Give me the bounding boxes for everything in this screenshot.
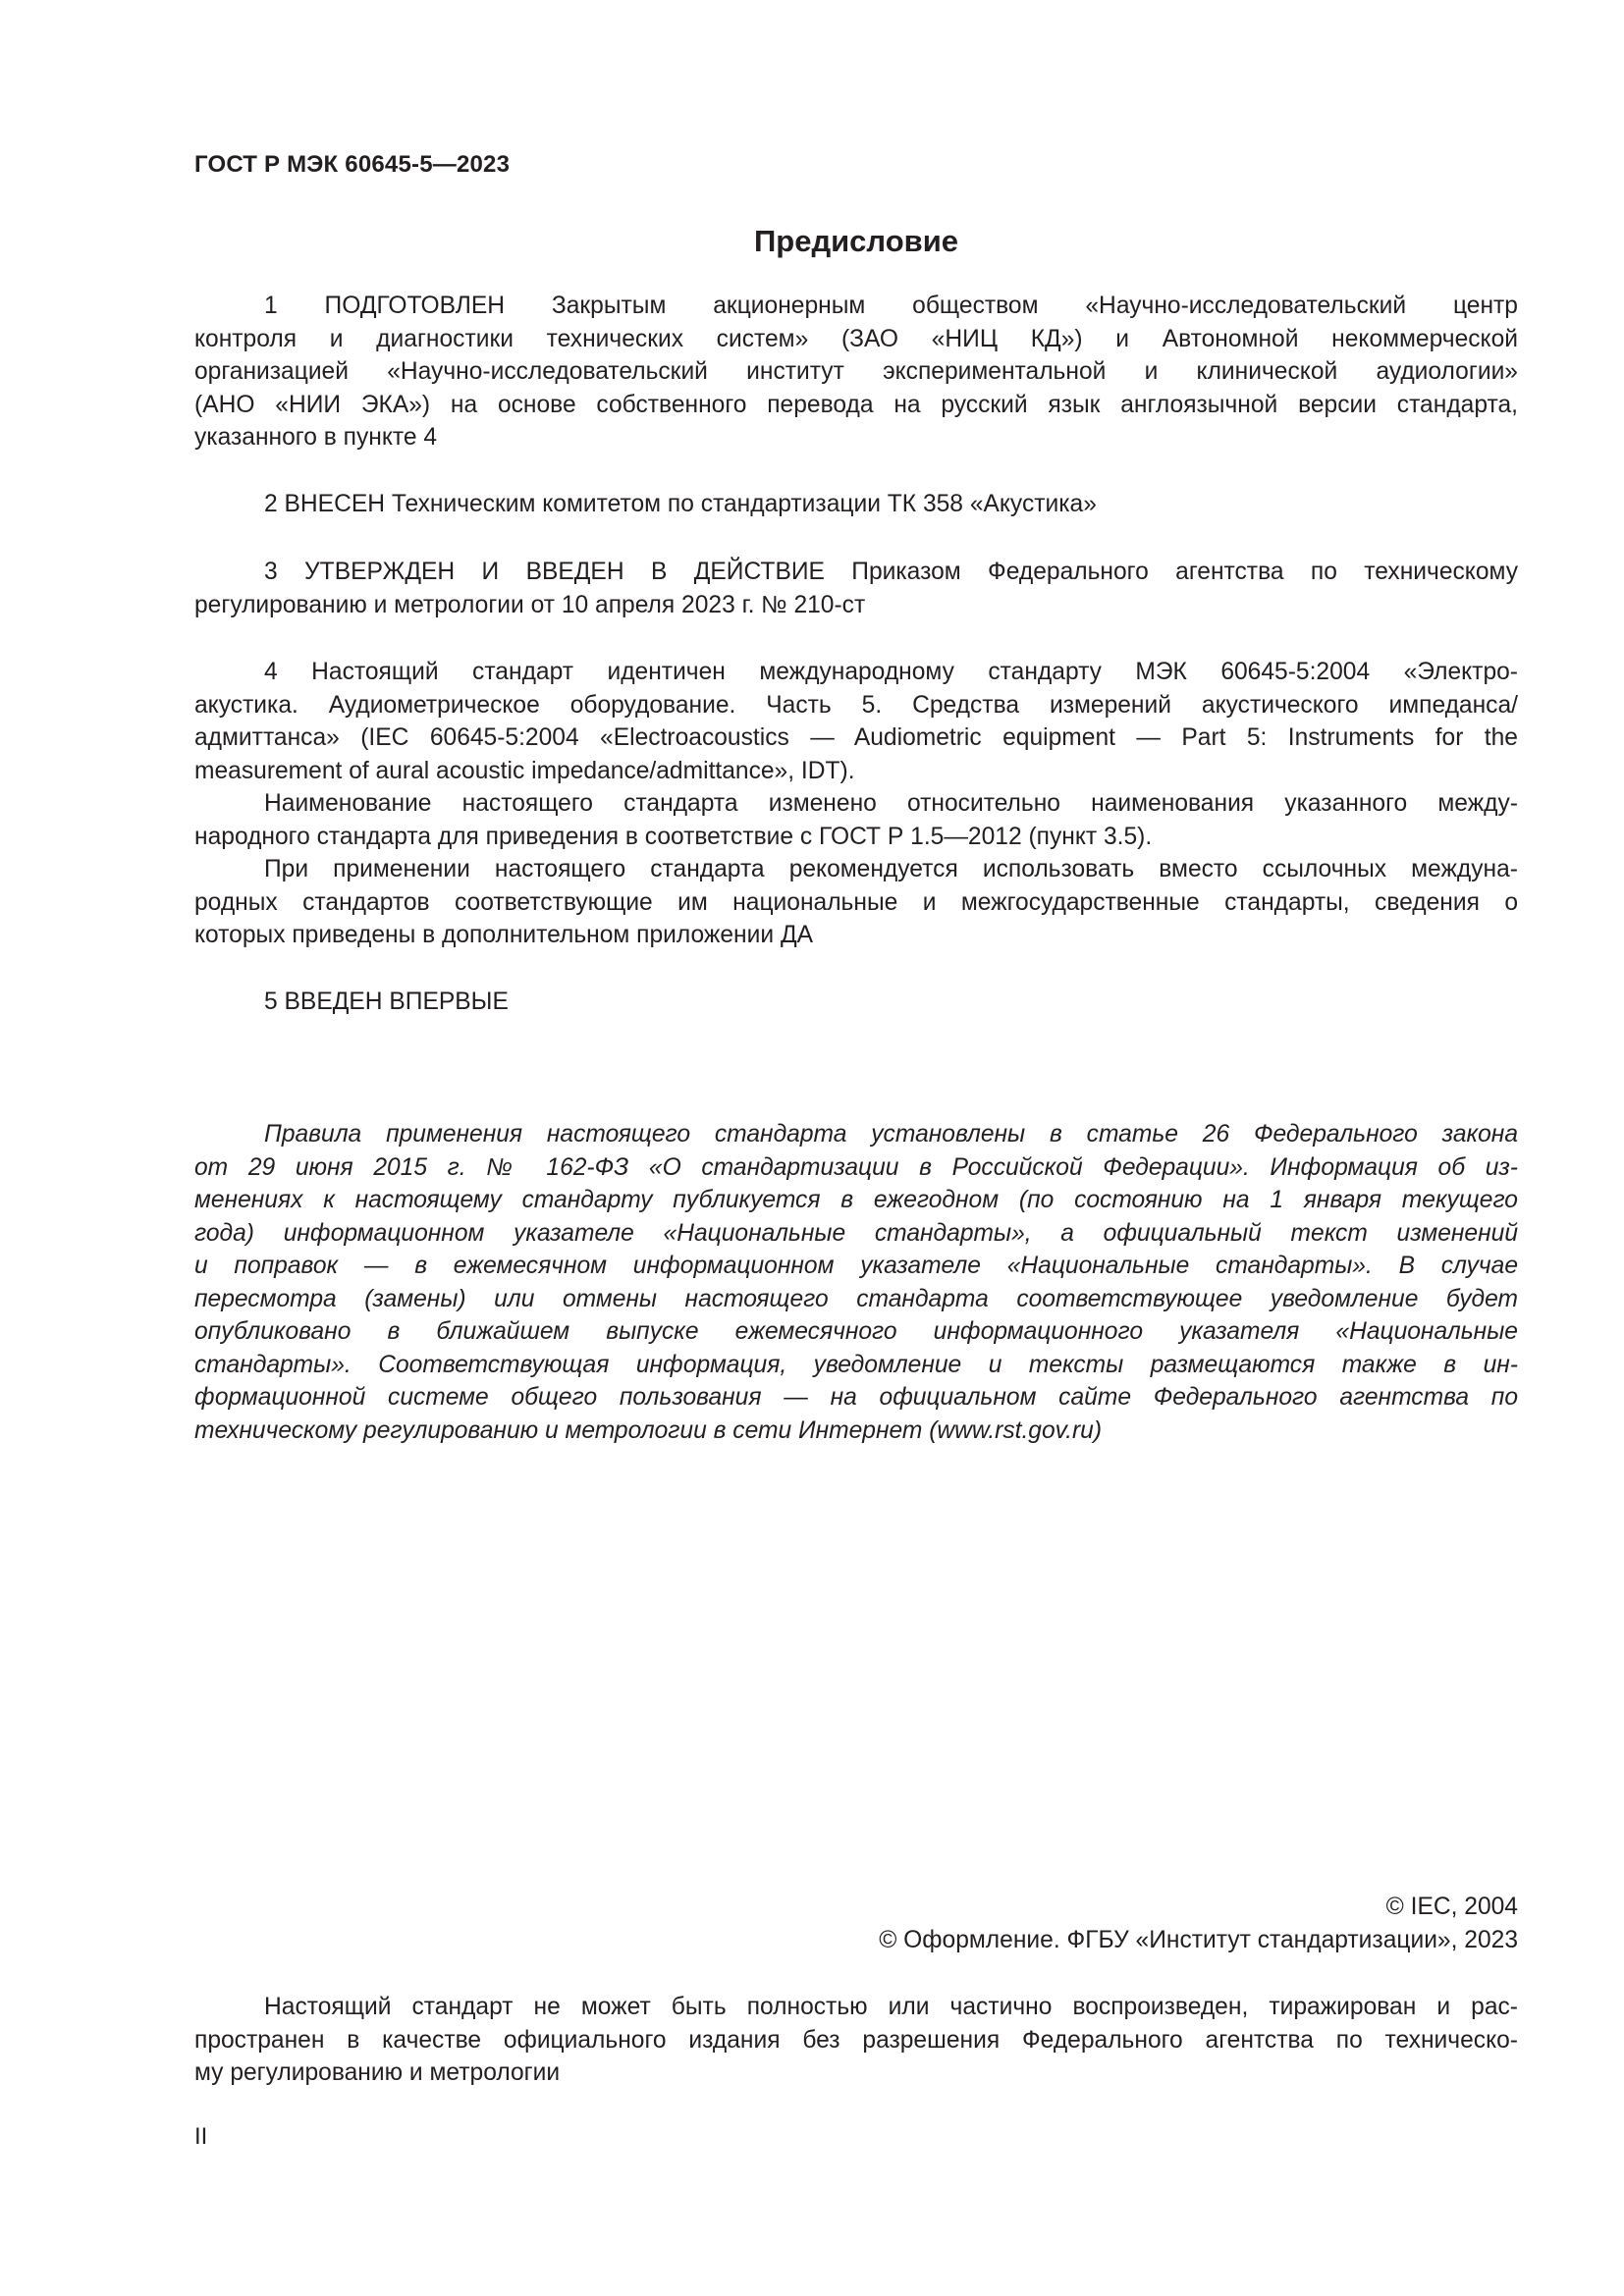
text-line: менениях к настоящему стандарту публикуется в ежегодном (по состоянию на 1 января текущего: [194, 1187, 1518, 1213]
copyright-block: [194, 1891, 1518, 1956]
text-line: контроля и диагностики технических систем» (ЗАО «НИЦ КД») и Автономной некоммерческой: [194, 325, 1518, 352]
rules-notice: [194, 1118, 1518, 1447]
text-line: Настоящий стандарт не может быть полностью или частично воспроизведен, тиражирован и рас-: [264, 1994, 1518, 2020]
text-line: и поправок — в ежемесячном информационном указателе «Национальные стандарты». В случае: [194, 1253, 1518, 1279]
text-line: техническому регулированию и метрологии в сети Интернет (www.rst.gov.ru): [194, 1416, 1103, 1444]
text-line: от 29 июня 2015 г. № 162-ФЗ «О стандартизации в Российской Федерации». Информация об из-: [194, 1153, 1518, 1181]
text-line: 2 ВНЕСЕН Техническим комитетом по стандартизации ТК 358 «Акустика»: [264, 491, 1097, 517]
text-line: регулированию и метрологии от 10 апреля 2023 г. № 210-ст: [194, 591, 866, 618]
paragraph-introduced: [194, 488, 1518, 521]
text-line: пространен в качестве официального издания без разрешения Федерального агентства по техническо-: [194, 2026, 1518, 2054]
text-line: года) информационном указателе «Национальные стандарты», а официальный текст изменений: [194, 1219, 1518, 1247]
text-line: формационной системе общего пользования — на официальном сайте Федерального агентства по: [194, 1384, 1518, 1411]
text-line: Правила применения настоящего стандарта установлены в статье 26 Федерального закона: [264, 1121, 1518, 1148]
text-line: 5 ВВЕДЕН ВПЕРВЫЕ: [264, 988, 509, 1015]
paragraph-prepared: [194, 290, 1518, 454]
copyright-design: © Оформление. ФГБУ «Институт стандартизации», 2023: [879, 1926, 1518, 1953]
text-line: му регулированию и метрологии: [194, 2059, 561, 2086]
text-line: пересмотра (замены) или отмены настоящего стандарта соответствующее уведомление будет: [194, 1285, 1518, 1312]
text-line: народного стандарта для приведения в соответствие с ГОСТ Р 1.5—2012 (пункт 3.5).: [194, 823, 1153, 850]
reproduction-notice: [194, 1991, 1518, 2090]
text-line: опубликовано в ближайшем выпуске ежемесячного информационного указателя «Национальные: [194, 1318, 1518, 1345]
document-code: ГОСТ Р МЭК 60645-5—2023: [194, 151, 511, 178]
text-line: которых приведены в дополнительном приложении ДА: [194, 922, 814, 948]
text-line: стандарты». Соответствующая информация, уведомление и тексты размещаются также в ин-: [194, 1351, 1518, 1378]
text-line: measurement of aural acoustic impedance/admittance», IDT).: [194, 757, 855, 784]
text-line: 4 Настоящий стандарт идентичен международному стандарту МЭК 60645-5:2004 «Электро-: [264, 659, 1518, 685]
paragraph-approved: [194, 556, 1518, 621]
text-line: (АНО «НИИ ЭКА») на основе собственного перевода на русский язык англоязычной версии стандарта,: [194, 391, 1518, 418]
text-line: родных стандартов соответствующие им национальные и межгосударственные стандарты, сведения о: [194, 888, 1518, 916]
text-line: 3 УТВЕРЖДЕН И ВВЕДЕН В ДЕЙСТВИЕ Приказом Федерального агентства по техническому: [264, 559, 1518, 585]
page-title: Предисловие: [753, 224, 958, 258]
page-number: II: [194, 2123, 208, 2150]
text-line: организацией «Научно-исследовательский институт экспериментальной и клинической аудиологии»: [194, 358, 1518, 385]
paragraph-first-introduced: [194, 986, 1518, 1019]
text-line: 1 ПОДГОТОВЛЕН Закрытым акционерным обществом «Научно-исследовательский центр: [264, 293, 1518, 319]
copyright-iec: © IEC, 2004: [1385, 1894, 1518, 1920]
text-line: При применении настоящего стандарта рекомендуется использовать вместо ссылочных междуна-: [264, 856, 1518, 882]
text-line: указанного в пункте 4: [194, 424, 438, 451]
text-line: акустика. Аудиометрическое оборудование. Часть 5. Средства измерений акустического импеданса/: [194, 691, 1518, 719]
paragraph-identical: [194, 656, 1518, 952]
text-line: адмиттанса» (IEC 60645-5:2004 «Electroacoustics — Audiometric equipment — Part 5: Instruments for the: [194, 724, 1518, 751]
text-line: Наименование настоящего стандарта изменено относительно наименования указанного между-: [264, 790, 1518, 817]
